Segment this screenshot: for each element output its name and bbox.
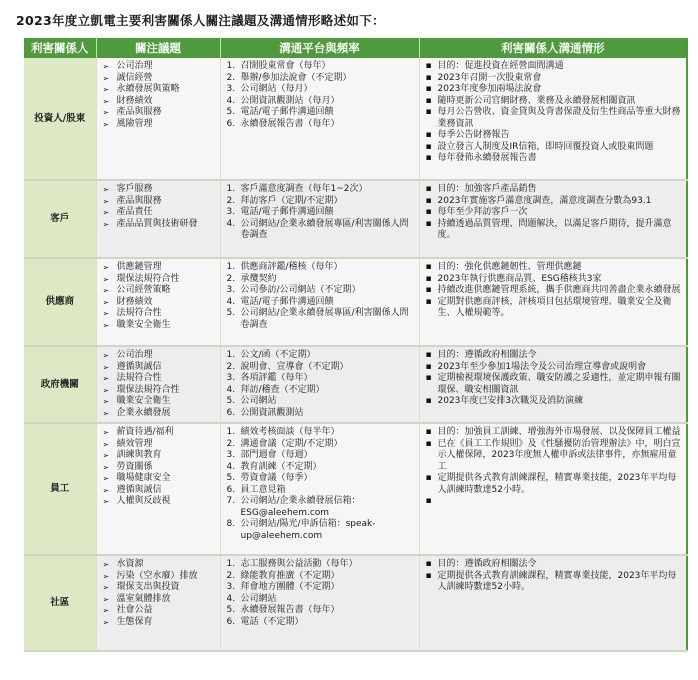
channel-text: 公司網站（每月） xyxy=(240,84,313,94)
status-cell xyxy=(419,423,687,555)
concern-item: ➢ 環保法規符合性 xyxy=(103,274,216,286)
channel-text: 電話/電子郵件溝通回饋 xyxy=(240,107,334,117)
channel-number: 7. xyxy=(226,496,236,506)
concern-item: ➢ 人權與反歧視 xyxy=(103,496,216,508)
channel-text: 綠能教育推廣（不定期） xyxy=(240,570,340,581)
channel-number: 6. xyxy=(226,616,236,627)
channel-number: 4. xyxy=(226,461,236,472)
status-cell xyxy=(419,58,687,180)
table-row xyxy=(24,423,687,555)
status-item: ▪ 2023年度已安排3次職災及消防演練 xyxy=(426,396,683,408)
channel-number: 3. xyxy=(226,207,236,217)
channel-item xyxy=(227,73,415,85)
channel-number: 3. xyxy=(226,373,236,383)
channel-item xyxy=(227,496,415,519)
status-list xyxy=(426,61,683,165)
concern-item: ➢ 企業永續發展 xyxy=(103,408,216,420)
channel-text: 拜訪客戶（定期/不定期） xyxy=(240,195,343,206)
concern-item: ➢ 法規符合性 xyxy=(103,373,216,385)
status-cell xyxy=(419,180,687,258)
channel-item xyxy=(227,84,415,96)
channel-item xyxy=(227,485,415,497)
status-item: ▪ 目的：促進投資在經營面間溝通 xyxy=(426,61,683,73)
channel-text: 公司網站/陽光/申訴信箱：speak-up@aleehem.com xyxy=(240,519,376,541)
channels-list xyxy=(227,350,415,419)
channel-item xyxy=(227,373,415,385)
channel-item xyxy=(227,107,415,119)
concern-item: ➢ 訓練與教育 xyxy=(103,450,216,462)
channel-item xyxy=(227,274,415,286)
channel-number: 6. xyxy=(226,484,236,495)
channel-text: 召開股東常會（每年） xyxy=(240,61,331,71)
channel-item xyxy=(227,427,415,439)
concern-item: ➢ 法規符合性 xyxy=(103,308,216,320)
channel-item xyxy=(227,605,415,617)
status-item: ▪ 定期檢視環境保護政策、職安防護之妥適性，並定期申報有關環保、職安相關資訊 xyxy=(426,373,683,396)
channel-item xyxy=(227,408,415,420)
status-item: ▪ 定期對供應商評核，評核項目包括環境管理、職業安全及衛生、人權規範等。 xyxy=(426,297,683,320)
concerns-cell xyxy=(96,346,220,423)
concern-item: ➢ 風險管理 xyxy=(103,119,216,131)
channel-text: 勞資會議（每季） xyxy=(240,473,313,483)
channel-number: 3. xyxy=(226,285,236,295)
concern-item: ➢ 污染（空水廢）排放 xyxy=(103,571,216,583)
channel-item xyxy=(227,439,415,451)
stakeholder-cell: 政府機關 xyxy=(24,346,96,423)
stakeholder-cell: 客戶 xyxy=(24,180,96,258)
channel-text: 公司網站/企業永續發展專區/利害關係人問卷調查 xyxy=(240,218,409,240)
concern-item: ➢ 財務績效 xyxy=(103,297,216,309)
status-item: ▪ 目的：加強客戶產品銷售 xyxy=(426,184,683,196)
channel-number: 5. xyxy=(226,605,236,615)
header-status: 利害關係人溝通情形 xyxy=(419,38,687,58)
status-item: ▪ 隨時更新公司官網財務、業務及永續發展相關資訊 xyxy=(426,96,683,108)
channel-number: 1. xyxy=(226,350,236,360)
channel-item xyxy=(227,285,415,297)
channel-number: 3. xyxy=(226,582,236,592)
channel-text: 電話/電子郵件溝通回饋 xyxy=(240,296,334,307)
concerns-list xyxy=(103,350,216,419)
concerns-list xyxy=(103,184,216,230)
channel-item xyxy=(227,262,415,274)
page-title: 2023年度立凱電主要利害關係人關注議題及溝通情形略述如下： xyxy=(16,13,385,28)
concerns-cell xyxy=(96,258,220,346)
channel-text: 公開資訊觀測站 xyxy=(240,407,304,418)
channel-item xyxy=(227,385,415,397)
channel-number: 3. xyxy=(226,84,236,94)
channel-text: 客戶滿意度調查（每年1~2次） xyxy=(240,184,368,194)
channel-number: 4. xyxy=(226,296,236,307)
table-row xyxy=(24,258,687,346)
concern-item: ➢ 公司治理 xyxy=(103,350,216,362)
header-channels: 溝通平台與頻率 xyxy=(220,38,419,58)
channel-item xyxy=(227,396,415,408)
channel-number: 1. xyxy=(226,427,236,437)
concern-item: ➢ 產品責任 xyxy=(103,207,216,219)
channel-text: 永續發展報告書（每年） xyxy=(240,605,340,615)
concerns-list xyxy=(103,427,216,508)
channels-cell xyxy=(220,180,419,258)
channel-item xyxy=(227,462,415,474)
channel-number: 6. xyxy=(226,407,236,418)
status-item: ▪ 持續透過品質管理、問題解決，以滿足客戶期待，提升滿意度。 xyxy=(426,219,683,242)
status-item: ▪ 定期提供各式教育訓練課程，精實專業技能，2023年平均每人訓練時數達52小時。 xyxy=(426,473,683,496)
channel-text: 公司網站/企業永續發展信箱：ESG@aleehem.com xyxy=(240,496,361,518)
channel-number: 2. xyxy=(226,438,236,449)
concern-item: ➢ 遵循與誠信 xyxy=(103,362,216,374)
concerns-list xyxy=(103,559,216,628)
status-item: ▪ 目的：強化供應鏈韌性、管理供應鏈 xyxy=(426,262,683,274)
stakeholder-cell: 社區 xyxy=(24,555,96,651)
concern-item: ➢ 公司治理 xyxy=(103,61,216,73)
table-row xyxy=(24,58,687,180)
concern-item: ➢ 薪資待遇/福利 xyxy=(103,427,216,439)
channel-text: 拜訪/稽查（不定期） xyxy=(240,384,325,395)
concerns-cell xyxy=(96,423,220,555)
concerns-list xyxy=(103,61,216,130)
channel-text: 員工意見箱 xyxy=(240,484,286,495)
channel-item xyxy=(227,219,415,242)
channel-item xyxy=(227,473,415,485)
channel-text: 公司網站 xyxy=(240,396,277,406)
concerns-cell xyxy=(96,58,220,180)
channel-item xyxy=(227,617,415,629)
channel-item xyxy=(227,96,415,108)
channel-text: 電話（不定期） xyxy=(240,616,304,627)
status-item: ▪ 每月公告營收、資金貸與及背書保證及衍生性商品等重大財務業務資訊 xyxy=(426,107,683,130)
channel-text: 溝通會議（定期/不定期） xyxy=(240,438,343,449)
channel-number: 4. xyxy=(226,384,236,395)
status-item: ▪ 每年至少拜訪客戶一次 xyxy=(426,207,683,219)
concern-item: ➢ 職場健康安全 xyxy=(103,473,216,485)
status-item: ▪ 目的：加強員工訓練、增強海外市場發展、以及保障員工權益 xyxy=(426,427,683,439)
concern-item: ➢ 財務績效 xyxy=(103,96,216,108)
concern-item: ➢ 產品與服務 xyxy=(103,107,216,119)
status-item: ▪ 2023年執行供應商品質、ESG稽核共3家 xyxy=(426,274,683,286)
concern-item: ➢ 產品與服務 xyxy=(103,196,216,208)
channel-item xyxy=(227,450,415,462)
status-cell xyxy=(419,555,687,651)
channel-item xyxy=(227,207,415,219)
stakeholder-cell: 供應商 xyxy=(24,258,96,346)
channels-list xyxy=(227,262,415,331)
channel-text: 公司參訪/公司網站（不定期） xyxy=(240,285,361,295)
channel-item xyxy=(227,308,415,331)
table-row xyxy=(24,555,687,651)
channel-item xyxy=(227,196,415,208)
table-body xyxy=(24,58,687,651)
channel-item xyxy=(227,119,415,131)
concern-item: ➢ 勞資關係 xyxy=(103,462,216,474)
channels-list xyxy=(227,559,415,628)
table-header-row xyxy=(24,38,687,58)
channel-text: 供應商評鑑/稽核（每年） xyxy=(240,262,343,272)
status-list xyxy=(426,427,683,496)
status-item: ▪ 每年發佈永續發展報告書 xyxy=(426,153,683,165)
header-concerns: 關注議題 xyxy=(96,38,220,58)
channel-number: 2. xyxy=(226,195,236,206)
channels-list xyxy=(227,184,415,242)
status-item: ▪ 目的：遵循政府相關法令 xyxy=(426,350,683,362)
channel-number: 4. xyxy=(226,95,236,106)
status-list xyxy=(426,559,683,594)
concern-item: ➢ 永續發展與策略 xyxy=(103,84,216,96)
concern-item: ➢ 生態保育 xyxy=(103,617,216,629)
channels-cell xyxy=(220,555,419,651)
channel-text: 志工服務與公益活動（每年） xyxy=(240,559,358,569)
concern-item: ➢ 職業安全衛生 xyxy=(103,396,216,408)
concern-item: ➢ 績效管理 xyxy=(103,439,216,451)
channels-cell xyxy=(220,58,419,180)
channel-item xyxy=(227,61,415,73)
channel-item xyxy=(227,582,415,594)
concern-item: ➢ 環保支出與投資 xyxy=(103,582,216,594)
channel-number: 2. xyxy=(226,72,236,83)
channel-number: 5. xyxy=(226,107,236,117)
table-row xyxy=(24,180,687,258)
channel-item xyxy=(227,350,415,362)
channels-cell xyxy=(220,258,419,346)
channel-text: 各項評鑑（每年） xyxy=(240,373,313,383)
stakeholder-cell: 投資人/股東 xyxy=(24,58,96,180)
stakeholder-cell: 員工 xyxy=(24,423,96,555)
channel-number: 1. xyxy=(226,61,236,71)
channel-item xyxy=(227,559,415,571)
concern-item: ➢ 客戶服務 xyxy=(103,184,216,196)
channel-text: 說明會、宣導會（不定期） xyxy=(240,361,349,372)
channel-text: 公文/函（不定期） xyxy=(240,350,316,360)
channel-text: 公開資訊觀測站（每月） xyxy=(240,95,340,106)
channel-item xyxy=(227,297,415,309)
status-cell xyxy=(419,346,687,423)
channel-text: 教育訓練（不定期） xyxy=(240,461,322,472)
status-item: ▪ 目的：遵循政府相關法令 xyxy=(426,559,683,571)
status-item: ▪ 設立發言人制度及IR信箱，即時回覆投資人或股東問題 xyxy=(426,142,683,154)
status-item: ▪ 已在《員工工作規則》及《性騷擾防治管理辦法》中，明白宣示人權保障，2023年度無人權申訴或法律事件，亦無雇用童工 xyxy=(426,439,683,474)
channel-item xyxy=(227,571,415,583)
header-stakeholder: 利害關係人 xyxy=(24,38,96,58)
channel-number: 3. xyxy=(226,450,236,460)
channels-list xyxy=(227,427,415,542)
concern-item: ➢ 誠信經營 xyxy=(103,73,216,85)
status-list xyxy=(426,350,683,408)
channel-number: 5. xyxy=(226,473,236,483)
concerns-cell xyxy=(96,180,220,258)
stakeholder-table xyxy=(24,38,688,652)
channel-number: 1. xyxy=(226,262,236,272)
channel-number: 5. xyxy=(226,396,236,406)
channel-text: 公司網站/企業永續發展專區/利害關係人問卷調查 xyxy=(240,308,409,330)
channel-text: 績效考核面談（每半年） xyxy=(240,427,340,437)
channel-item xyxy=(227,594,415,606)
channels-cell xyxy=(220,346,419,423)
channel-item xyxy=(227,184,415,196)
concerns-list xyxy=(103,262,216,331)
channel-number: 5. xyxy=(226,308,236,318)
channel-text: 電話/電子郵件溝通回饋 xyxy=(240,207,334,217)
status-item: ▪ 2023年召開一次股東常會 xyxy=(426,73,683,85)
status-item: ▪ 每季公告財務報告 xyxy=(426,130,683,142)
channel-number: 2. xyxy=(226,570,236,581)
status-item: ▪ 定期提供各式教育訓練課程，精實專業技能，2023年平均每人訓練時數達52小時。 xyxy=(426,571,683,594)
channel-number: 6. xyxy=(226,118,236,129)
channel-text: 拜會地方團體（不定期） xyxy=(240,582,340,592)
channel-number: 8. xyxy=(226,519,236,529)
channel-number: 1. xyxy=(226,559,236,569)
channel-number: 2. xyxy=(226,361,236,372)
channels-list xyxy=(227,61,415,130)
concern-item: ➢ 供應鏈管理 xyxy=(103,262,216,274)
channel-text: 公司網站 xyxy=(240,593,277,604)
concern-item: ➢ 公司經營策略 xyxy=(103,285,216,297)
concern-item: ➢ 水資源 xyxy=(103,559,216,571)
status-item: ▪ 2023年至少參加1場法令及公司治理宣導會或說明會 xyxy=(426,362,683,374)
concern-item: ➢ 溫室氣體排放 xyxy=(103,594,216,606)
channels-cell xyxy=(220,423,419,555)
channel-text: 部門週會（每週） xyxy=(240,450,313,460)
concern-item: ➢ 環保法規符合性 xyxy=(103,385,216,397)
status-item: ▪ 持續改進供應鏈管理系統，攜手供應商共同善盡企業永續發展 xyxy=(426,285,683,297)
concern-item: ➢ 職業安全衛生 xyxy=(103,320,216,332)
channel-number: 4. xyxy=(226,218,236,229)
concern-item: ➢ 產品品質與技術研發 xyxy=(103,219,216,231)
table-row xyxy=(24,346,687,423)
channel-item xyxy=(227,362,415,374)
channel-item xyxy=(227,519,415,542)
channel-number: 4. xyxy=(226,593,236,604)
channel-number: 2. xyxy=(226,273,236,284)
concerns-cell xyxy=(96,555,220,651)
channel-number: 1. xyxy=(226,184,236,194)
status-item: ▪ 2023年實施客戶滿意度調查，滿意度調查分數為93.1 xyxy=(426,196,683,208)
concern-item: ➢ 社會公益 xyxy=(103,605,216,617)
channel-text: 承攬契約 xyxy=(240,273,277,284)
channel-text: 永續發展報告書（每年） xyxy=(240,118,340,129)
status-list xyxy=(426,262,683,320)
channel-text: 舉辦/參加法說會（不定期） xyxy=(240,72,352,83)
concern-item: ➢ 遵循與誠信 xyxy=(103,485,216,497)
status-list xyxy=(426,184,683,242)
status-item: ▪ 2023年度參加兩場法說會 xyxy=(426,84,683,96)
status-cell xyxy=(419,258,687,346)
